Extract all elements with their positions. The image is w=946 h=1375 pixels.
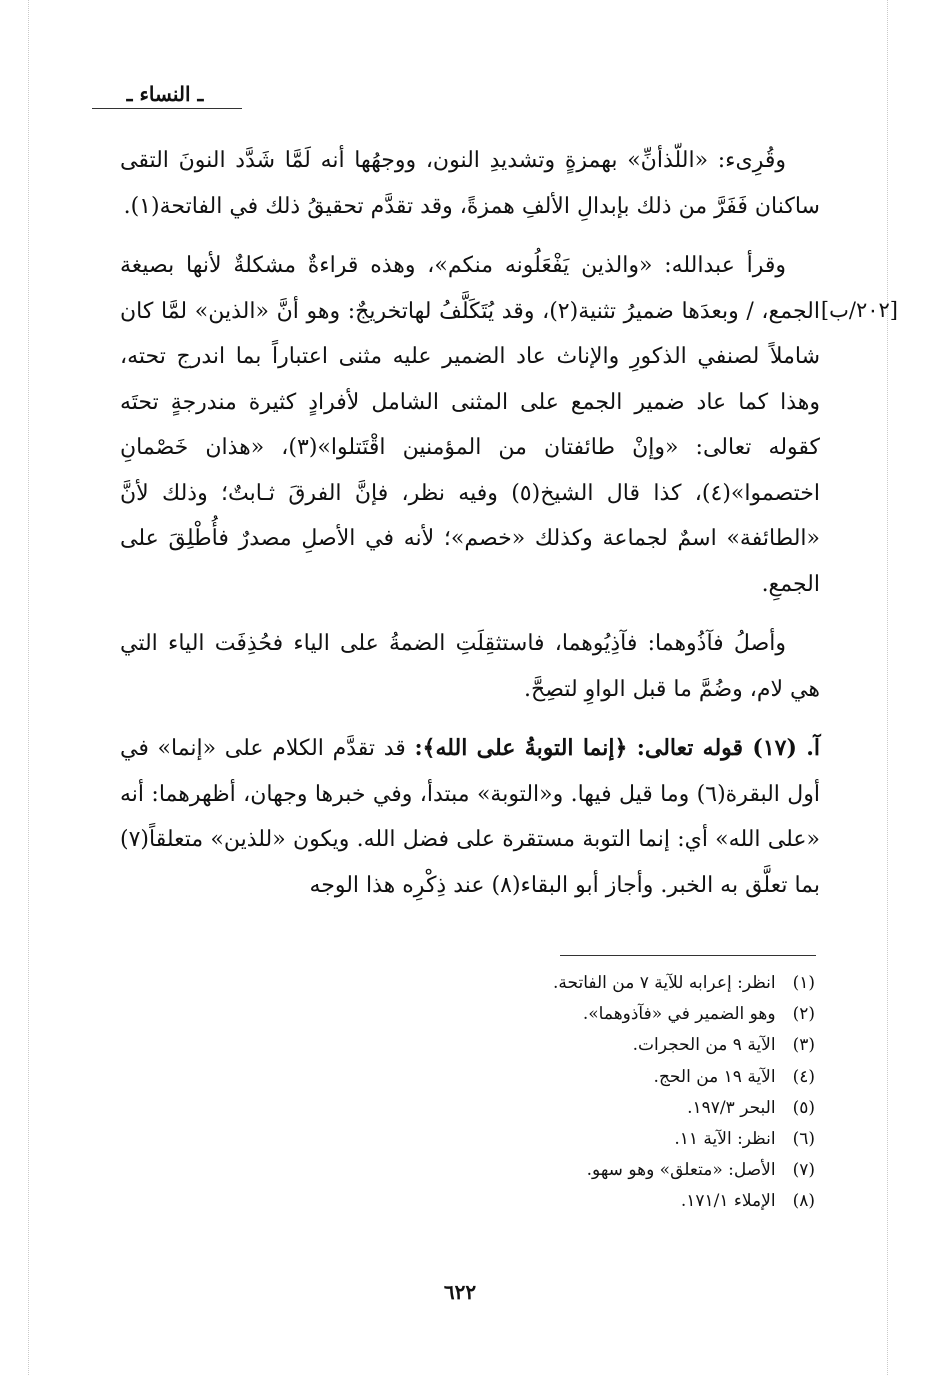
footnote-text: وهو الضمير في «فآذوهما». — [582, 1004, 776, 1025]
footnote-text: الأصل: «متعلق» وهو سهو. — [586, 1160, 776, 1181]
footnote-number: (٧) — [792, 1160, 815, 1181]
footnote-item — [300, 1124, 815, 1155]
footnote-item — [300, 1093, 815, 1124]
footnote-text: البحر ١٩٧/٣. — [687, 1097, 776, 1118]
footnote-item — [300, 1186, 815, 1217]
paragraph-4 — [120, 726, 820, 908]
footnote-number: (٥) — [792, 1097, 815, 1118]
running-header: ـ النساء ـ — [126, 82, 204, 106]
page-number: ٦٢٢ — [443, 1280, 477, 1304]
footnote-text: انظر: الآية ١١. — [674, 1129, 776, 1150]
footnotes-list — [300, 968, 815, 1218]
scan-dotted-line-right — [887, 0, 888, 1375]
footnote-number: (٦) — [792, 1129, 815, 1150]
paragraph-1: وقُرِىء: «اللّذأنِّ» بهمزةٍ وتشديدِ النون، ووجهُها أنه لَمَّا شَدَّد النونَ التقى ساكنان فَفَرَّ من ذلك بإبدالِ الألفِ همزةً، وقد تقدَّم تحقيقُ ذلك في الفاتحة(١). — [120, 148, 820, 219]
scan-dotted-line-left — [28, 0, 29, 1375]
main-text — [120, 138, 898, 922]
header-rule — [92, 108, 242, 109]
footnote-rule — [560, 955, 816, 956]
footnote-item — [300, 1030, 815, 1061]
footnote-item — [300, 999, 815, 1030]
manuscript-folio-marker: [٢٠٢/ب] — [820, 298, 898, 322]
footnote-text: الآية ١٩ من الحج. — [653, 1066, 776, 1087]
verse-heading: آ. (١٧) قوله تعالى: ﴿إنما التوبةُ على الله﴾: — [414, 735, 820, 761]
footnote-item — [300, 1155, 815, 1186]
paragraph-2-text: وقرأ عبدالله: «والذين يَفْعَلُونه منكم»، وهذه قراءةٌ مشكلةٌ لأنها بصيغة الجمع، / وبعدَها ضميرُ تثنية(٢)، وقد يُتَكَلَّفُ لهاتخريجٌ: وهو أنَّ «الذين» لمَّا كان شاملاً لصنفي الذكورِ والإناث عاد الضمير عليه مثنى اعتباراً بما اندرج تحته، وهذا كما عاد ضمير الجمع على المثنى الشامل لأفرادٍ كثيرة مندرجةٍ تحتَه كقوله تعالى: «وإنْ طائفتان من المؤمنين اقْتَتلوا»(٣)، «هذان خَصْمانِ اختصموا»(٤)، كذا قال الشيخ(٥) وفيه نظر، فإنَّ الفرقَ ثـابتٌ؛ وذلك لأنَّ «الطائفة» اسمٌ لجماعة وكذلك «خصم»؛ لأنه في الأصلِ مصدرٌ فأُطْلِقَ على الجمعِ. — [120, 253, 820, 597]
footnote-number: (٨) — [792, 1191, 815, 1212]
footnote-item — [300, 968, 815, 999]
paragraph-2 — [120, 243, 898, 607]
footnote-text: الآية ٩ من الحجرات. — [632, 1035, 776, 1056]
footnote-text: الإملاء ١٧١/١. — [680, 1191, 776, 1212]
footnote-number: (٣) — [792, 1035, 815, 1056]
footnote-text: انظر: إعرابه للآية ٧ من الفاتحة. — [552, 973, 776, 993]
paragraph-3: وأصلُ فآذُوهما: فآذِيُوهما، فاستثقِلَتِ الضمةُ على الياء فحُذِفَت الياء التي هي لام، وضُمَّ ما قبل الواوِ لتصِحَّ. — [120, 631, 820, 702]
footnote-item — [300, 1062, 815, 1093]
footnote-number: (٢) — [792, 1004, 815, 1025]
footnote-number: (١) — [792, 973, 815, 993]
footnote-number: (٤) — [792, 1066, 815, 1087]
paragraph-4-text: قد تقدَّم الكلام على «إنما» في أول البقرة(٦) وما قيل فيها. و«التوبة» مبتدأ، وفي خبرها وجهان، أظهرهما: أنه «على الله» أي: إنما التوبة مستقرة على فضل الله. ويكون «للذين» متعلقاً(٧) بما تعلَّق به الخبر. وأجاز أبو البقاء(٨) عند ذِكْرِه هذا الوجه — [120, 736, 821, 898]
